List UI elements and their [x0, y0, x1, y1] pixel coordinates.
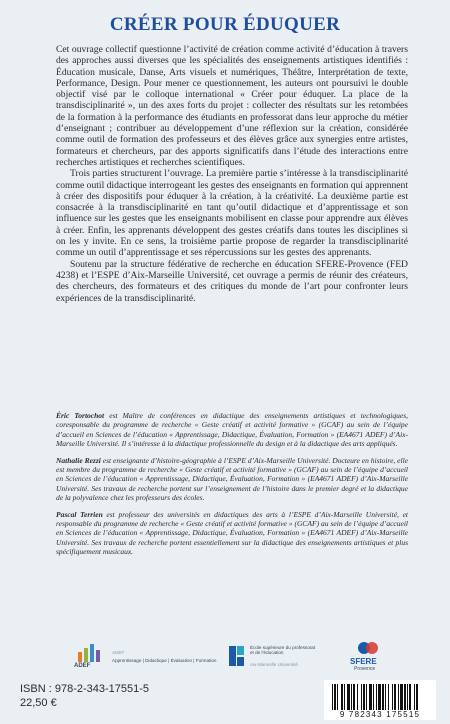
adef-logo-mark-icon — [74, 642, 112, 664]
espe-logo-mark-icon — [228, 644, 246, 668]
barcode-digits: 9 782343 175515 — [339, 710, 421, 719]
author-bio-text: est Maître de conférences en didactique des enseignements artistiques et technologiques, coresponsable du programme de recherche « Geste créatif et activité formative » (GCAF) au sein de l’équipe d’accueil en Sciences de l’éducation « Apprentissage, Didactique, Évaluation, Formation » (EA4671 ADEF) d’Aix-Marseille Université. Il s’intéresse à la didactique professionnelle du design et à la didactique des arts appliqués. — [56, 411, 408, 449]
barcode-bars-icon — [324, 682, 436, 712]
author-name: Nathalie Rezzi — [56, 455, 101, 465]
barcode — [324, 680, 436, 720]
price-block — [20, 682, 149, 710]
summary-paragraph: Trois parties structurent l’ouvrage. La première partie s’intéresse à la transdisciplinarité comme outil didactique interrogeant les gestes des enseignants en formation qui apprennent à créer des dispositifs pour éduquer à la création, à la créativité. La deuxième partie est consacrée à la transdisciplinarité en tant qu’outil didactique et d’apprentissage et son influence sur les gestes que les enseignants mobilisent en classe pour apprendre aux élèves à créer. Enfin, les apprenants développent des gestes créatifs dans toutes les disciplines si on les y invite. En ce sens, la troisième partie propose de regarder la transdisciplinarité comme un outil d’apprentissage et ses répercussions sur les gestes des apprenants. — [56, 168, 408, 259]
price-text: 22,50 € — [20, 697, 57, 709]
author-name: Pascal Terrien — [56, 509, 103, 519]
partner-logos — [56, 642, 408, 674]
isbn-text: ISBN : 978-2-343-17551-5 — [20, 683, 150, 695]
author-name: Éric Tortochot — [56, 411, 105, 420]
adef-logo-small: ADEF — [112, 650, 125, 655]
adef-logo-name: ADEF — [74, 663, 91, 669]
author-bio-text: est enseignante d’histoire-géographie à l’ESPE d’Aix-Marseille Université. Docteure en histoire, elle est membre du programme de recherche « Geste créatif et activité formative » (GCAF) au sein de l’équipe d’accueil en Sciences de l’éducation « Apprentissage, Didactique, Évaluation, Formation » (EA4671 ADEF) d’Aix-Marseille Université. Ses travaux de recherche portent sur l’enseignement de l’histoire dans le premier degré et la didactique de la polyvalence chez les professeurs des écoles. — [56, 455, 409, 503]
author-bio-text: est professeur des universités en didactiques des arts à l’ESPE d’Aix-Marseille Université, et responsable du programme de recherche « Geste créatif et activité formative » (GCAF) au sein de l’équipe d’accueil en Sciences de l’éducation « Apprentissage, Didactique, Évaluation, Formation » (EA4671 ADEF) d’Aix-Marseille Université. Ses travaux de recherche portent essentiellement sur la didactique des enseignements artistiques et plus spécifiquement musicaux. — [56, 509, 409, 557]
book-title: CRÉER POUR ÉDUQUER — [109, 14, 341, 35]
sfere-logo — [348, 642, 408, 674]
author-bios — [56, 411, 408, 564]
author-bio — [56, 411, 408, 449]
espe-logo — [228, 642, 318, 674]
espe-logo-subtext: Aix-Marseille Université — [250, 662, 298, 667]
espe-logo-text: École supérieure du professorat et de l’éducation — [250, 645, 316, 656]
sfere-logo-mark-icon — [356, 640, 380, 656]
sfere-logo-subtext: Provence — [354, 666, 376, 672]
summary-paragraph: Soutenu par la structure fédérative de recherche en éducation SFERE-Provence (FED 4238) et l’ESPE d’Aix-Marseille Université, cet ouvrage a permis de réunir des créateurs, des chercheurs, des formateurs et des critiques du monde de l’art pour confronter leurs expériences de la transdisciplinarité. — [56, 258, 408, 304]
adef-logo — [74, 642, 224, 674]
summary-paragraph: Cet ouvrage collectif questionne l’activité de création comme activité d’éducation à travers des approches aussi diverses que les spécialités des enseignements artistiques identifiés : Éducation musicale, Danse, Arts visuels et numériques, Théâtre, Interprétation de texte, Performance, Design. Pour mener ce questionnement, les auteurs ont poursuivi le double objectif visé par le colloque international « Créer pour éduquer. La place de la transdisciplinarité », un des axes forts du projet : collecter des résultats sur les retombées de la formation à la performance des étudiants en professorat dans leur approche du métier d’enseignant ; contribuer au développement d’une réflexion sur la création, considérée comme outil de formation des professeurs et des élèves grâce aux synergies entre artistes, formateurs et chercheurs, par des apports significatifs dans l’étude des interactions entre recherches artistiques et recherches scientifiques. — [56, 44, 408, 168]
author-bio — [56, 456, 408, 503]
author-bio — [56, 510, 408, 557]
summary-text — [56, 44, 408, 304]
sfere-logo-name: SFERE — [350, 657, 377, 666]
adef-logo-tagline: Apprentissage | Didactique | Évaluation | Formation — [112, 658, 217, 663]
